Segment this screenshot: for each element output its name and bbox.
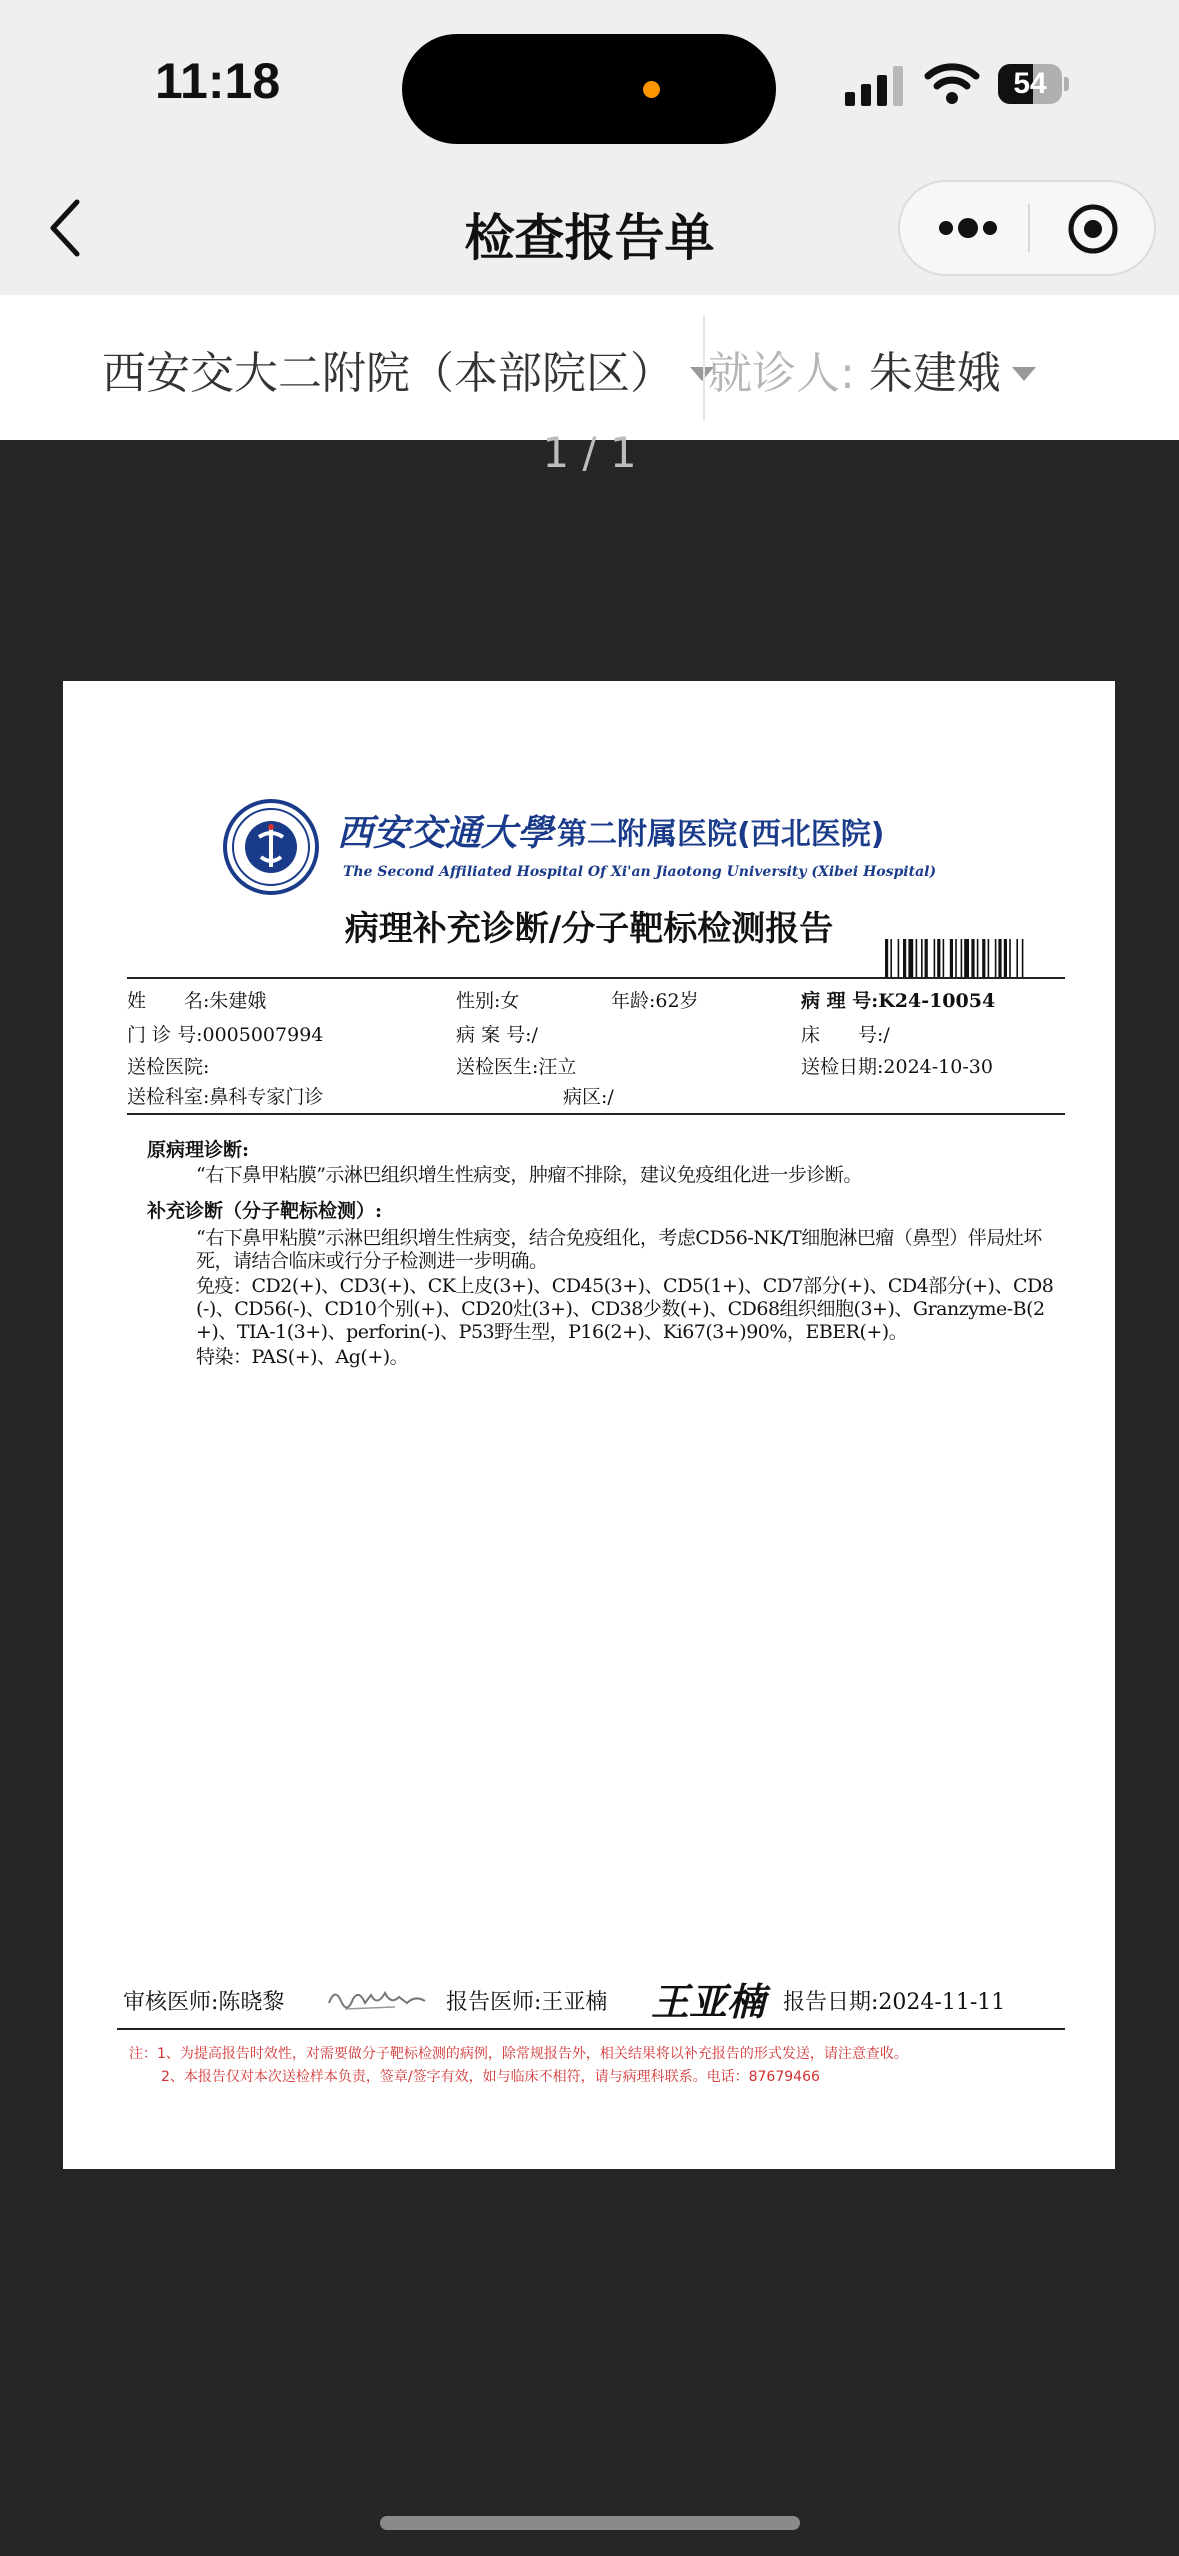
status-time: 11:18 bbox=[155, 53, 281, 109]
gender-field bbox=[456, 986, 519, 1013]
pathology-no-field bbox=[801, 986, 995, 1013]
barcode-bar bbox=[937, 939, 940, 977]
original-diagnosis-heading: 原病理诊断: bbox=[147, 1139, 250, 1161]
hospital-selector[interactable]: 西安交大二附院（本部院区） bbox=[102, 348, 674, 399]
selector-bar bbox=[0, 295, 1179, 440]
sending-hospital-field bbox=[127, 1052, 209, 1079]
barcode-bar bbox=[934, 939, 936, 977]
gender-label: 性别: bbox=[456, 990, 501, 1012]
barcode-bar bbox=[908, 939, 913, 977]
clinic-no-label: 门 诊 号: bbox=[127, 1024, 203, 1046]
review-doctor-signature bbox=[325, 1981, 429, 2015]
barcode-bar bbox=[950, 939, 953, 977]
report-doctor-field bbox=[446, 1985, 607, 2016]
barcode-bar bbox=[961, 939, 963, 977]
more-icon[interactable] bbox=[936, 212, 1000, 244]
sending-hospital-label: 送检医院: bbox=[127, 1056, 210, 1078]
report-date-value: 2024-11-11 bbox=[878, 1990, 1006, 2015]
barcode-bar bbox=[916, 939, 918, 977]
selector-divider bbox=[703, 315, 705, 421]
sending-doctor-label: 送检医生: bbox=[456, 1056, 539, 1078]
header-divider bbox=[127, 977, 1065, 979]
barcode-bar bbox=[971, 939, 974, 977]
review-doctor-label: 审核医师: bbox=[123, 1990, 219, 2015]
wifi-icon bbox=[924, 62, 980, 106]
barcode-bar bbox=[1009, 939, 1011, 977]
battery-icon bbox=[998, 64, 1070, 104]
report-doctor-value: 王亚楠 bbox=[541, 1990, 608, 2015]
ward-label: 病区: bbox=[563, 1086, 608, 1108]
report-doctor-signature: 王亚楠 bbox=[651, 1979, 766, 2024]
clinic-no-field bbox=[127, 1020, 323, 1047]
ward-value: / bbox=[607, 1086, 614, 1108]
age-field bbox=[611, 986, 699, 1013]
original-diagnosis-text: “右下鼻甲粘膜”示淋巴组织增生性病变，肿瘤不排除，建议免疫组化进一步诊断。 bbox=[196, 1164, 862, 1186]
patient-name: 朱建娥 bbox=[868, 348, 1001, 399]
barcode-bar bbox=[943, 939, 945, 977]
patient-selector[interactable] bbox=[708, 337, 1001, 401]
sending-dept-label: 送检科室: bbox=[127, 1086, 210, 1108]
recording-indicator bbox=[643, 81, 660, 98]
bed-value: / bbox=[883, 1024, 890, 1046]
barcode-bar bbox=[964, 939, 969, 977]
barcode-bar bbox=[898, 939, 900, 977]
sending-dept-field bbox=[127, 1082, 323, 1109]
hospital-name: 第二附属医院(西北医院) bbox=[557, 817, 885, 852]
report-date-field bbox=[783, 1985, 1005, 2016]
patient-dropdown-icon[interactable] bbox=[1012, 367, 1036, 381]
barcode-bar bbox=[903, 939, 906, 977]
dynamic-island bbox=[402, 34, 776, 144]
report-doctor-label: 报告医师: bbox=[446, 1990, 542, 2015]
status-bar bbox=[0, 0, 1179, 160]
case-no-label: 病 案 号: bbox=[456, 1024, 532, 1046]
barcode-bar bbox=[988, 939, 990, 977]
footer-divider bbox=[117, 2028, 1065, 2030]
supplement-diagnosis-heading: 补充诊断（分子靶标检测）: bbox=[147, 1200, 383, 1222]
cellular-signal-icon bbox=[845, 66, 905, 106]
barcode-bar bbox=[995, 939, 997, 977]
report-note-1: 注：1、为提高报告时效性，对需要做分子靶标检测的病例，除常规报告外，相关结果将以补充报告的形式发送，请注意查收。 bbox=[129, 2046, 908, 2062]
name-value: 朱建娥 bbox=[209, 990, 267, 1012]
home-indicator[interactable] bbox=[380, 2516, 800, 2530]
navigation-bar bbox=[0, 160, 1179, 295]
bed-field bbox=[801, 1020, 890, 1047]
age-label: 年龄: bbox=[611, 990, 656, 1012]
special-stain-text: 特染：PAS(+)、Ag(+)。 bbox=[196, 1346, 409, 1368]
barcode-bar bbox=[955, 939, 957, 977]
sending-date-value: 2024-10-30 bbox=[883, 1056, 993, 1078]
barcode-bar bbox=[925, 939, 928, 977]
age-value: 62岁 bbox=[655, 990, 699, 1012]
report-date-label: 报告日期: bbox=[783, 1990, 879, 2015]
barcode-bar bbox=[982, 939, 985, 977]
barcode-bar bbox=[890, 939, 892, 977]
supplement-diagnosis-text: “右下鼻甲粘膜”示淋巴组织增生性病变，结合免疫组化，考虑CD56-NK/T细胞淋巴瘤（鼻型）伴局灶坏死，请结合临床或行分子检测进一步明确。 bbox=[196, 1227, 1042, 1272]
hospital-logo-icon bbox=[223, 799, 319, 895]
page-title: 检查报告单 bbox=[464, 209, 715, 267]
patient-label: 就诊人: bbox=[708, 348, 855, 399]
review-doctor-value: 陈晓黎 bbox=[218, 1990, 285, 2015]
barcode-bar bbox=[1016, 939, 1018, 977]
review-doctor-field bbox=[123, 1985, 284, 2016]
name-field bbox=[127, 986, 266, 1013]
clinic-no-value: 0005007994 bbox=[202, 1024, 324, 1046]
bed-label: 床 号: bbox=[801, 1024, 884, 1046]
report-note-2: 2、本报告仅对本次送检样本负责，签章/签字有效，如与临床不相符，请与病理科联系。电话：87679466 bbox=[161, 2069, 820, 2085]
case-no-value: / bbox=[531, 1024, 538, 1046]
name-label: 姓 名: bbox=[127, 990, 210, 1012]
barcode-bar bbox=[998, 939, 1001, 977]
university-name: 西安交通大學 bbox=[337, 812, 554, 854]
immunohistochemistry-text: 免疫：CD2(+)、CD3(+)、CK上皮(3+)、CD45(3+)、CD5(1+)、CD7部分(+)、CD4部分(+)、CD8(-)、CD56(-)、CD10个别(+)、CD20灶(3+)、CD38少数(+)、CD68组织细胞(3+)、Granzyme-B(2+)、TIA-1(3+)、perforin(-)、P53野生型，P16(2+)、Ki67(3+)90%，EBER(+)。 bbox=[196, 1275, 1054, 1343]
barcode-bar bbox=[977, 939, 979, 977]
sending-dept-value: 鼻科专家门诊 bbox=[209, 1086, 324, 1108]
close-miniprogram-icon[interactable] bbox=[1066, 202, 1120, 256]
gender-value: 女 bbox=[500, 990, 520, 1012]
page-counter: 1 / 1 bbox=[542, 428, 637, 477]
battery-level: 54 bbox=[1013, 67, 1047, 100]
ward-field bbox=[563, 1082, 614, 1109]
barcode-bar bbox=[1022, 939, 1024, 977]
sending-date-field bbox=[801, 1052, 993, 1079]
sending-doctor-field bbox=[456, 1052, 576, 1079]
barcode-bar bbox=[885, 939, 888, 977]
case-no-field bbox=[456, 1020, 538, 1047]
sending-doctor-value: 汪立 bbox=[538, 1056, 577, 1078]
barcode-bar bbox=[1004, 939, 1007, 977]
pathology-no-value: K24-10054 bbox=[878, 990, 996, 1012]
report-title: 病理补充诊断/分子靶标检测报告 bbox=[344, 909, 834, 949]
capsule-divider bbox=[1028, 204, 1030, 252]
sending-date-label: 送检日期: bbox=[801, 1056, 884, 1078]
pathology-no-label: 病 理 号: bbox=[801, 990, 879, 1012]
report-document[interactable] bbox=[63, 681, 1115, 2169]
hospital-name-en: The Second Affiliated Hospital Of Xi'an Jiaotong University (Xibei Hospital) bbox=[343, 864, 937, 880]
barcode-bar bbox=[921, 939, 923, 977]
fields-divider bbox=[127, 1113, 1065, 1115]
barcode bbox=[885, 939, 1063, 977]
mini-program-capsule bbox=[898, 180, 1156, 276]
